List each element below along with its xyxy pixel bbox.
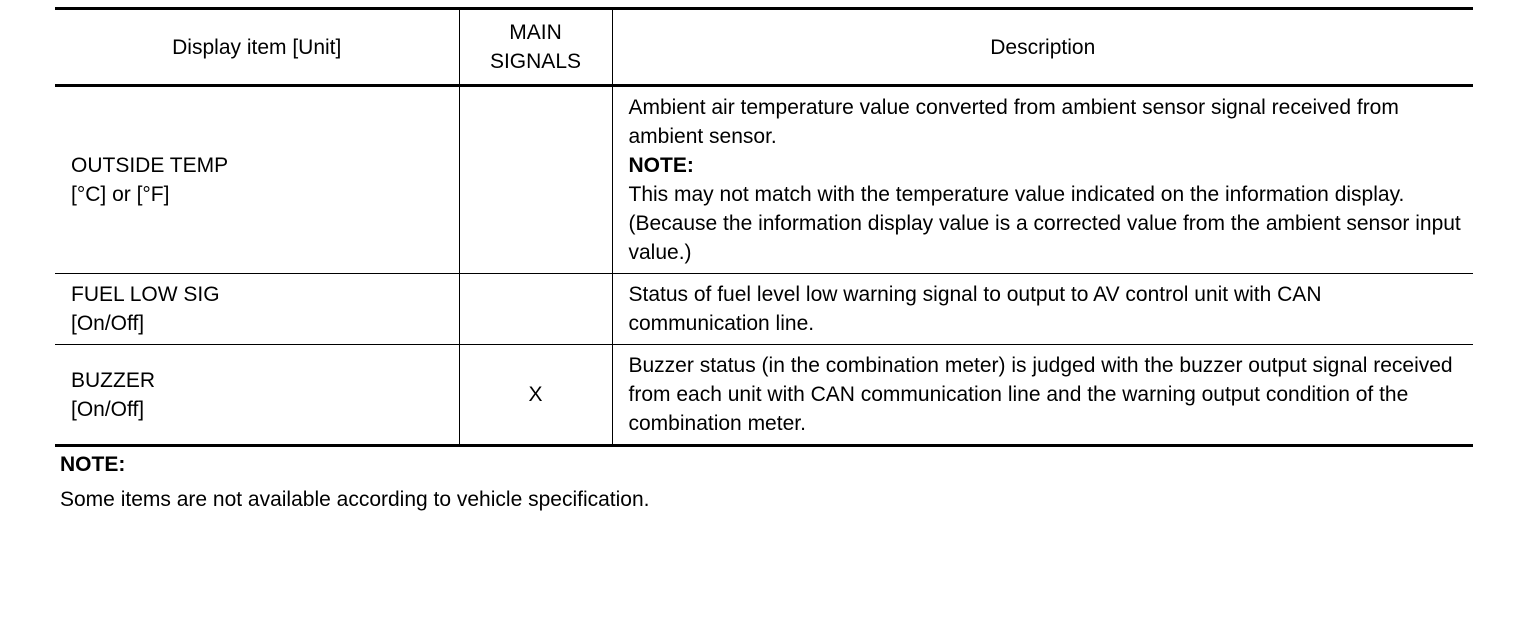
table-row: [55, 274, 1473, 345]
description-cell: [612, 86, 1473, 274]
description-text: Status of fuel level low warning signal to output to AV control unit with CAN communication line.: [628, 283, 1322, 335]
header-description: Description: [612, 9, 1473, 86]
display-item-cell: [55, 274, 459, 345]
header-display-item: Display item [Unit]: [55, 9, 459, 86]
note-text: This may not match with the temperature value indicated on the information display. (Because the information display value is a corrected value from the ambient sensor input value.): [628, 183, 1461, 264]
description-cell: [612, 274, 1473, 345]
header-main-signals-line2: SIGNALS: [489, 50, 582, 73]
main-signal-cell: [459, 86, 612, 274]
description-cell: [612, 345, 1473, 446]
table-header-row: [55, 9, 1473, 86]
footnote-title: NOTE:: [60, 453, 126, 476]
main-signal-cell: [459, 274, 612, 345]
description-text: Ambient air temperature value converted from ambient sensor signal received from ambient sensor.: [628, 96, 1399, 148]
main-signal-cell: X: [459, 345, 612, 446]
display-item-cell: [55, 86, 459, 274]
item-unit: [On/Off]: [71, 312, 145, 335]
item-name: FUEL LOW SIG: [71, 283, 220, 306]
item-name: BUZZER: [71, 368, 155, 392]
footnote-text: Some items are not available according to vehicle specification.: [60, 488, 650, 511]
spec-sheet: [55, 7, 1473, 447]
description-text: Buzzer status (in the combination meter) is judged with the buzzer output signal received from each unit with CAN communication line and the warning output condition of the combination meter.: [628, 354, 1453, 435]
item-unit: [On/Off]: [71, 397, 145, 421]
item-unit: [°C] or [°F]: [71, 183, 170, 206]
display-items-table: [55, 7, 1473, 447]
note-label: NOTE:: [628, 154, 694, 177]
footnote: [60, 450, 649, 514]
item-name: OUTSIDE TEMP: [71, 154, 229, 177]
header-main-signals-line1: MAIN: [509, 21, 562, 44]
header-main-signals: [459, 9, 612, 86]
table-row: [55, 86, 1473, 274]
table-row: [55, 345, 1473, 446]
display-item-cell: [55, 345, 459, 446]
